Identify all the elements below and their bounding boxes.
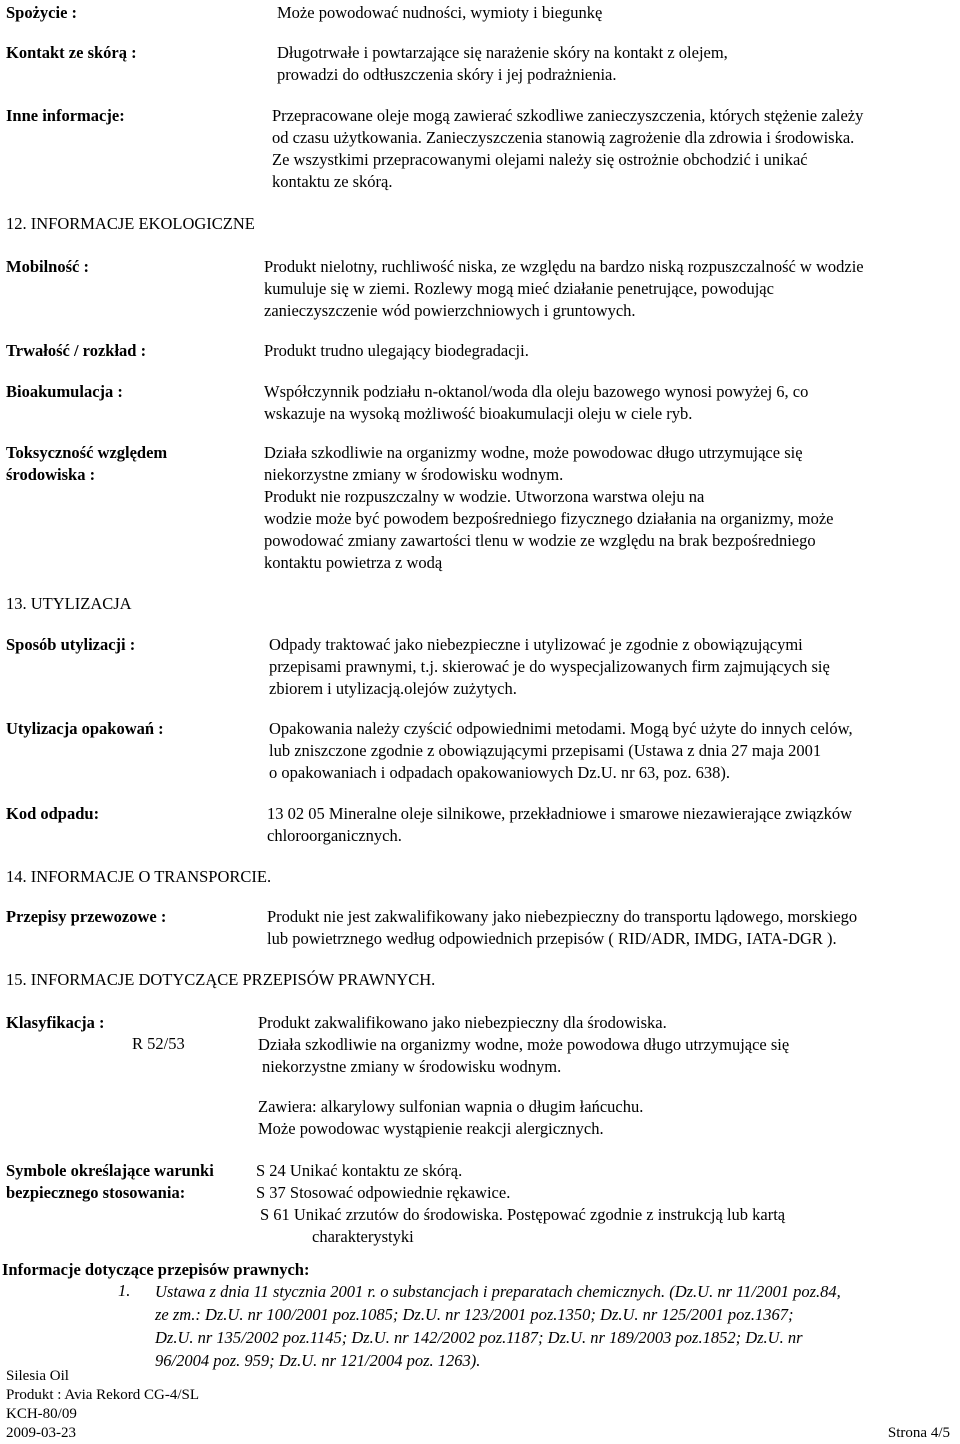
- reference-text: [155, 1280, 955, 1372]
- text-line: Produkt zakwalifikowano jako niebezpieczny dla środowiska.: [258, 1013, 667, 1032]
- sposob-text: [269, 634, 830, 700]
- text-line: S 24 Unikać kontaktu ze skórą.: [256, 1161, 463, 1180]
- kontakt-text: [277, 42, 728, 86]
- text-line: Przepracowane oleje mogą zawierać szkodliwe zanieczyszczenia, których stężenie zależy: [272, 106, 864, 125]
- zawiera-text: [258, 1096, 643, 1140]
- przepisy-text: [267, 906, 857, 950]
- text-line: Produkt nie jest zakwalifikowany jako niebezpieczny do transportu lądowego, morskiego: [267, 907, 858, 926]
- text-line: lub powietrznego według odpowiednich przepisów ( RID/ADR, IMDG, IATA-DGR ).: [267, 929, 837, 948]
- text-line: kontaktu ze skórą.: [272, 172, 393, 191]
- przepisy-label: Przepisy przewozowe :: [6, 907, 167, 926]
- spozycie-text: [277, 2, 602, 24]
- section-12-heading: 12. INFORMACJE EKOLOGICZNE: [6, 214, 255, 233]
- text-line: Ustawa z dnia 11 stycznia 2001 r. o substancjach i preparatach chemicznych. (Dz.U. nr 11/2001 poz.84,: [155, 1282, 841, 1301]
- trwalosc-text: [264, 340, 529, 362]
- text-line: S 37 Stosować odpowiednie rękawice.: [256, 1183, 511, 1202]
- klasyfikacja-text: [258, 1012, 789, 1078]
- footer-date: 2009-03-23: [6, 1425, 76, 1441]
- text-line: ze zm.: Dz.U. nr 100/2001 poz.1085; Dz.U. nr 123/2001 poz.1350; Dz.U. nr 125/2001 poz.1367;: [155, 1305, 794, 1324]
- spozycie-label: Spożycie :: [6, 3, 78, 22]
- informacje-label: Informacje dotyczące przepisów prawnych:: [2, 1260, 310, 1279]
- text-line: chloroorganicznych.: [267, 826, 402, 845]
- label-line: środowiska :: [6, 465, 96, 484]
- mobilnosc-label: Mobilność :: [6, 257, 89, 276]
- inne-label: Inne informacje:: [6, 106, 125, 125]
- text-line: niekorzystne zmiany w środowisku wodnym.: [264, 465, 564, 484]
- symbole-label: [6, 1160, 214, 1204]
- text-line: S 61 Unikać zrzutów do środowiska. Postępować zgodnie z instrukcją lub kartą: [260, 1205, 786, 1224]
- text-line: kontaktu powietrza z wodą: [264, 553, 443, 572]
- page-number: Strona 4/5: [887, 1425, 950, 1441]
- text-line: Ze wszystkimi przepracowanymi olejami należy się ostrożnie obchodzić i unikać: [272, 150, 808, 169]
- section-13-heading: 13. UTYLIZACJA: [6, 594, 132, 613]
- symbole-text: [256, 1160, 785, 1248]
- text-line: prowadzi do odtłuszczenia skóry i jej podrażnienia.: [277, 65, 617, 84]
- kontakt-label: Kontakt ze skórą :: [6, 43, 137, 62]
- text-line: kumuluje się w ziemi. Rozlewy mogą mieć działanie penetrujące, powodując: [264, 279, 774, 298]
- toksycznosc-label: [6, 442, 167, 486]
- inne-text: [272, 105, 863, 193]
- sposob-label: Sposób utylizacji :: [6, 635, 136, 654]
- text-line: lub zniszczone zgodnie z obowiązującymi przepisami (Ustawa z dnia 27 maja 2001: [269, 741, 822, 760]
- text-line: zanieczyszczenie wód powierzchniowych i gruntowych.: [264, 301, 636, 320]
- reference-number: 1.: [118, 1281, 131, 1300]
- text-line: powodować zmiany zawartości tlenu w wodzie ze względu na brak bezpośredniego: [264, 531, 816, 550]
- text-line: Długotrwałe i powtarzające się narażenie skóry na kontakt z olejem,: [277, 43, 728, 62]
- text-line: Współczynnik podziału n-oktanol/woda dla oleju bazowego wynosi powyżej 6, co: [264, 382, 809, 401]
- text-line: o opakowaniach i odpadach opakowaniowych Dz.U. nr 63, poz. 638).: [269, 763, 730, 782]
- text-line: Działa szkodliwie na organizmy wodne, może powodowac długo utrzymujące się: [264, 443, 803, 462]
- mobilnosc-text: [264, 256, 864, 322]
- text-line: wskazuje na wysoką możliwość bioakumulacji oleju w ciele ryb.: [264, 404, 693, 423]
- opakowan-text: [269, 718, 853, 784]
- text-line: Produkt trudno ulegający biodegradacji.: [264, 341, 529, 360]
- footer-info: [6, 1367, 199, 1443]
- text-line: niekorzystne zmiany w środowisku wodnym.: [262, 1057, 562, 1076]
- footer-product: Produkt : Avia Rekord CG-4/SL: [6, 1387, 200, 1403]
- text-line: Może powodować nudności, wymioty i biegunkę: [277, 3, 603, 22]
- r-phrase: R 52/53: [132, 1034, 185, 1053]
- section-15-heading: 15. INFORMACJE DOTYCZĄCE PRZEPISÓW PRAWNYCH.: [6, 970, 436, 989]
- text-line: Produkt nie rozpuszczalny w wodzie. Utworzona warstwa oleju na: [264, 487, 705, 506]
- text-line: Dz.U. nr 135/2002 poz.1145; Dz.U. nr 142/2002 poz.1187; Dz.U. nr 189/2003 poz.1852; Dz.U. nr: [155, 1328, 803, 1347]
- footer-company: Silesia Oil: [6, 1368, 69, 1384]
- text-line: 96/2004 poz. 959; Dz.U. nr 121/2004 poz. 1263).: [155, 1351, 481, 1370]
- label-line: bezpiecznego stosowania:: [6, 1183, 186, 1202]
- text-line: Może powodowac wystąpienie reakcji alergicznych.: [258, 1119, 604, 1138]
- text-line: 13 02 05 Mineralne oleje silnikowe, przekładniowe i smarowe niezawierające związków: [267, 804, 853, 823]
- text-line: Opakowania należy czyścić odpowiednimi metodami. Mogą być użyte do innych celów,: [269, 719, 853, 738]
- label-line: Symbole określające warunki: [6, 1161, 214, 1180]
- text-line: od czasu użytkowania. Zanieczyszczenia stanowią zagrożenie dla zdrowia i środowiska.: [272, 128, 855, 147]
- kod-label: Kod odpadu:: [6, 804, 100, 823]
- text-line: zbiorem i utylizacją.olejów zużytych.: [269, 679, 517, 698]
- text-line: wodzie może być powodem bezpośredniego fizycznego działania na organizmy, może: [264, 509, 834, 528]
- section-14-heading: 14. INFORMACJE O TRANSPORCIE.: [6, 867, 272, 886]
- text-line: Zawiera: alkarylowy sulfonian wapnia o długim łańcuchu.: [258, 1097, 644, 1116]
- text-line: przepisami prawnymi, t.j. skierować je do wyspecjalizowanych firm zajmujących się: [269, 657, 830, 676]
- text-line: charakterystyki: [312, 1227, 414, 1246]
- text-line: Produkt nielotny, ruchliwość niska, ze względu na bardzo niską rozpuszczalność w wodzie: [264, 257, 864, 276]
- text-line: Odpady traktować jako niebezpieczne i utylizować je zgodnie z obowiązującymi: [269, 635, 803, 654]
- bioakumulacja-text: [264, 381, 808, 425]
- bioakumulacja-label: Bioakumulacja :: [6, 382, 123, 401]
- klasyfikacja-label: Klasyfikacja :: [6, 1013, 105, 1032]
- toksycznosc-text: [264, 442, 833, 574]
- trwalosc-label: Trwałość / rozkład :: [6, 341, 147, 360]
- text-line: Działa szkodliwie na organizmy wodne, może powodowa długo utrzymujące się: [258, 1035, 790, 1054]
- opakowan-label: Utylizacja opakowań :: [6, 719, 164, 738]
- label-line: Toksyczność względem: [6, 443, 168, 462]
- kod-text: [267, 803, 852, 847]
- footer-code: KCH-80/09: [6, 1406, 77, 1422]
